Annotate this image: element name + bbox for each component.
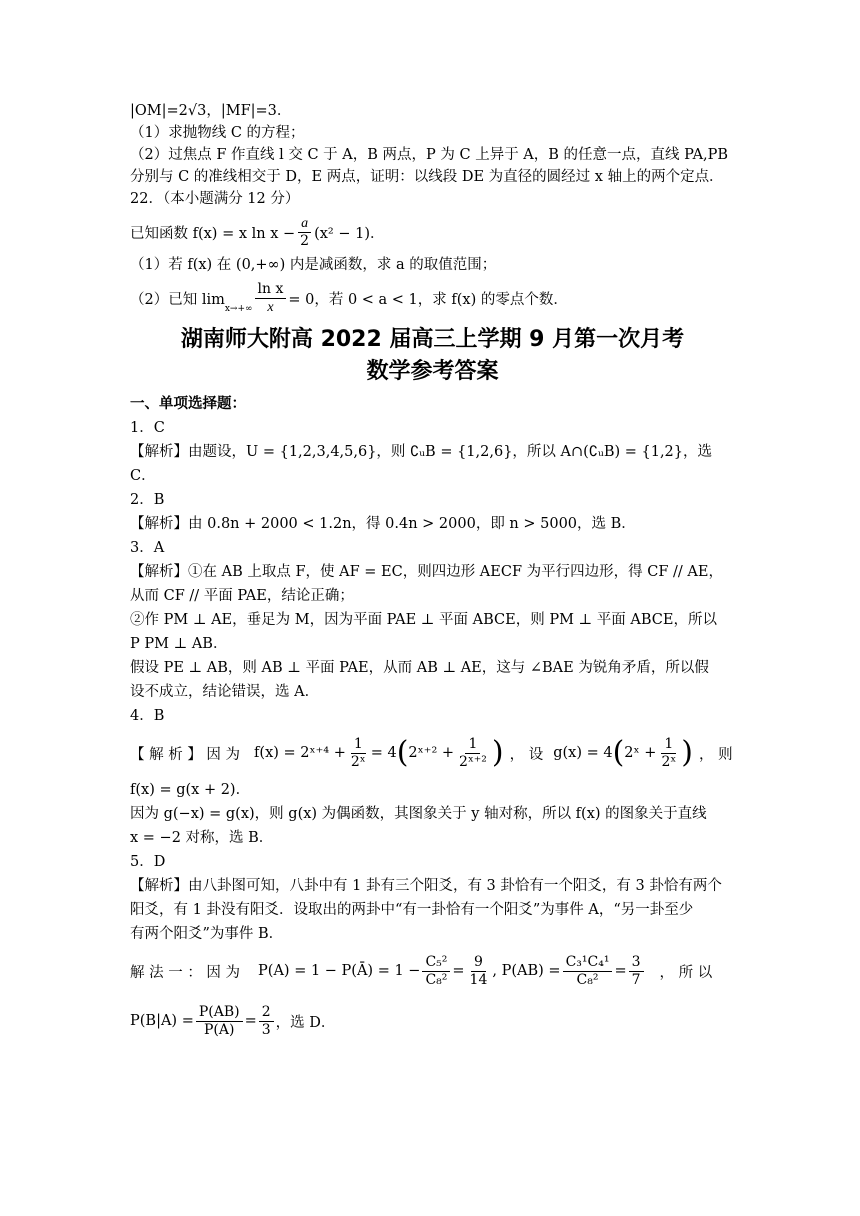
answer-5-pa: P(A) = 1 − P(Ā) = 1 − — [258, 963, 421, 979]
answer-4-f-mid: = 4 — [370, 745, 397, 761]
answer-4-f-fraction — [348, 736, 369, 771]
q22-func-frac-num: a — [298, 215, 311, 233]
q22-function — [130, 210, 735, 254]
answer-5-conditional — [130, 996, 735, 1046]
q22-func-frac-den: 2 — [300, 232, 310, 249]
answer-3-explanation-5: 假设 PE ⊥ AB，则 AB ⊥ 平面 PAE，从而 AB ⊥ AE，这与 ∠BAE 为锐角矛盾，所以假 — [130, 660, 709, 676]
left-paren: ( — [396, 735, 409, 770]
answer-5-pab-den: C₈² — [576, 971, 599, 988]
answer-3: 3．A — [130, 540, 165, 556]
left-paren: ( — [612, 735, 625, 770]
answer-5-pa-fraction — [422, 954, 450, 989]
answer-5-pab-fraction — [563, 954, 613, 989]
answer-4: 4．B — [130, 708, 165, 724]
q22-limit-den: x — [267, 299, 274, 315]
answer-5-pa-den2: 14 — [469, 971, 488, 988]
answer-5-cond-eq: = — [244, 1013, 257, 1029]
answer-5-pa-num: C₅² — [422, 954, 450, 972]
q21-part2-line2: 分别与 C 的准线相交于 D，E 两点，证明：以线段 DE 为直径的圆经过 x 轴上的两个定点． — [130, 169, 724, 185]
answer-4-f-inner: 2ˣ⁺² + — [408, 745, 455, 761]
q21-part1: （1）求抛物线 C 的方程； — [130, 125, 305, 141]
answer-4-set: ， 设 — [509, 746, 544, 763]
answer-5-pab-eq: = — [614, 963, 627, 979]
answer-4-line4: x = −2 对称，选 B． — [130, 830, 274, 846]
answer-5-pab-num: C₃¹C₄¹ — [563, 954, 613, 972]
answer-3-explanation-6: 设不成立，结论错误，选 A． — [130, 684, 320, 700]
answer-5-sol-lead: 解 法 一 ： 因 为 — [130, 964, 241, 981]
answer-5-cond-fraction — [196, 1004, 243, 1039]
answer-5-pa-eq: = — [452, 963, 465, 979]
q22-part1: （1）若 f(x) 在 (0,+∞) 内是减函数，求 a 的取值范围； — [130, 257, 497, 273]
answer-4-lead: 【 解 析 】 因 为 — [130, 746, 241, 763]
answer-5-cond-den: P(A) — [203, 1021, 235, 1038]
answer-4-f-num2: 1 — [465, 736, 480, 754]
answer-5-cond: P(B|A) = — [130, 1013, 194, 1029]
answer-4-g-num: 1 — [661, 736, 676, 754]
answer-1: 1．C — [130, 420, 165, 436]
answer-4-f-prefix: f(x) = 2ˣ⁺⁴ + — [254, 745, 346, 761]
answer-3-explanation-2: 从而 CF // 平面 PAE，结论正确； — [130, 588, 354, 604]
answer-4-f-num: 1 — [351, 736, 366, 754]
answer-5-explanation-1: 【解析】由八卦图可知，八卦中有 1 卦有三个阳爻，有 3 卦恰有一个阳爻，有 3 卦恰有两个 — [130, 878, 722, 894]
answer-4-g-prefix: g(x) = 4 — [553, 745, 613, 761]
answer-4-g-inner: 2ˣ + — [624, 745, 657, 761]
answer-5-formula — [130, 946, 735, 996]
answer-5-pab-fraction-2 — [629, 954, 644, 989]
q22-part2-prefix: （2）已知 lim — [130, 291, 225, 308]
answer-5-so: ， 所 以 — [659, 964, 713, 981]
answer-title: 湖南师大附高 2022 届高三上学期 9 月第一次月考 — [180, 327, 685, 352]
q21-condition: |OM|=2√3，|MF|=3． — [130, 103, 292, 119]
document-page — [130, 100, 735, 1046]
answer-3-explanation-3: ②作 PM ⊥ AE，垂足为 M，因为平面 PAE ⊥ 平面 ABCE，则 PM ⊥ 平面 ABCE，所以 — [130, 612, 717, 628]
q22-func-suffix: (x² − 1)． — [314, 225, 385, 242]
answer-5-cond-fraction-2 — [259, 1004, 274, 1039]
q21-part2-line1: （2）过焦点 F 作直线 l 交 C 于 A，B 两点，P 为 C 上异于 A，B 的任意一点，直线 PA,PB — [130, 147, 729, 163]
q22-func-fraction — [297, 215, 312, 250]
answer-2: 2．B — [130, 492, 165, 508]
answer-subtitle: 数学参考答案 — [366, 359, 499, 384]
answer-5-pa-fraction-2 — [467, 954, 491, 989]
answer-4-f-fraction-2 — [456, 736, 490, 771]
answer-5-pa-num2: 9 — [471, 954, 486, 972]
answer-5-cond-num: P(AB) — [196, 1004, 243, 1022]
q22-func-prefix: 已知函数 f(x) = x ln x − — [130, 225, 296, 242]
answer-1-explanation: 【解析】由题设，U = {1,2,3,4,5,6}，则 ∁ᵤB = {1,2,6}，所以 A∩(∁ᵤB) = {1,2}，选 C． — [130, 444, 713, 484]
q22-limit-subscript: x→+∞ — [224, 304, 253, 314]
answer-5: 5．D — [130, 854, 166, 870]
answer-5-explanation-2: 阳爻，有 1 卦没有阳爻．设取出的两卦中“有一卦恰有一个阳爻”为事件 A，“另一卦至少 — [130, 902, 694, 918]
answer-5-pab-den2: 7 — [631, 971, 641, 988]
q22-part2 — [130, 276, 735, 320]
answer-4-then: ， 则 — [699, 746, 733, 763]
q22-limit-num: ln x — [255, 281, 287, 299]
answer-5-cond-den2: 3 — [261, 1021, 271, 1038]
answer-4-line2: f(x) = g(x + 2)． — [130, 782, 251, 798]
answer-4-g-fraction — [658, 736, 679, 771]
right-paren: ) — [681, 735, 693, 770]
answer-4-line3: 因为 g(−x) = g(x)，则 g(x) 为偶函数，其图象关于 y 轴对称，所以 f(x) 的图象关于直线 — [130, 806, 707, 822]
answer-4-f-den: 2ˣ — [350, 753, 366, 770]
answer-2-explanation: 【解析】由 0.8n + 2000 < 1.2n，得 0.4n > 2000，即 n > 5000，选 B． — [130, 516, 636, 532]
section-heading: 一、单项选择题： — [130, 396, 246, 412]
answer-5-explanation-3: 有两个阳爻”为事件 B． — [130, 926, 284, 942]
answer-5-pab: , P(AB) = — [492, 963, 561, 979]
answer-5-pab-num2: 3 — [629, 954, 644, 972]
q22-heading: 22．（本小题满分 12 分） — [130, 191, 300, 207]
answer-4-g-den: 2ˣ — [661, 753, 677, 770]
answer-3-explanation-1: 【解析】①在 AB 上取点 F，使 AF = EC，则四边形 AECF 为平行四边形，得 CF // AE， — [130, 564, 723, 580]
right-paren: ) — [491, 735, 504, 770]
q22-part2-suffix: = 0，若 0 < a < 1，求 f(x) 的零点个数． — [288, 291, 568, 308]
q22-limit-fraction — [255, 281, 287, 316]
answer-3-explanation-4: P PM ⊥ AB． — [130, 636, 228, 652]
answer-4-f-den2: 2ˣ⁺² — [459, 753, 487, 770]
answer-4-formula — [130, 728, 735, 778]
answer-5-cond-num2: 2 — [259, 1004, 274, 1022]
answer-5-cond-end: ，选 D． — [275, 1014, 336, 1031]
answer-5-pa-den: C₈² — [425, 971, 448, 988]
